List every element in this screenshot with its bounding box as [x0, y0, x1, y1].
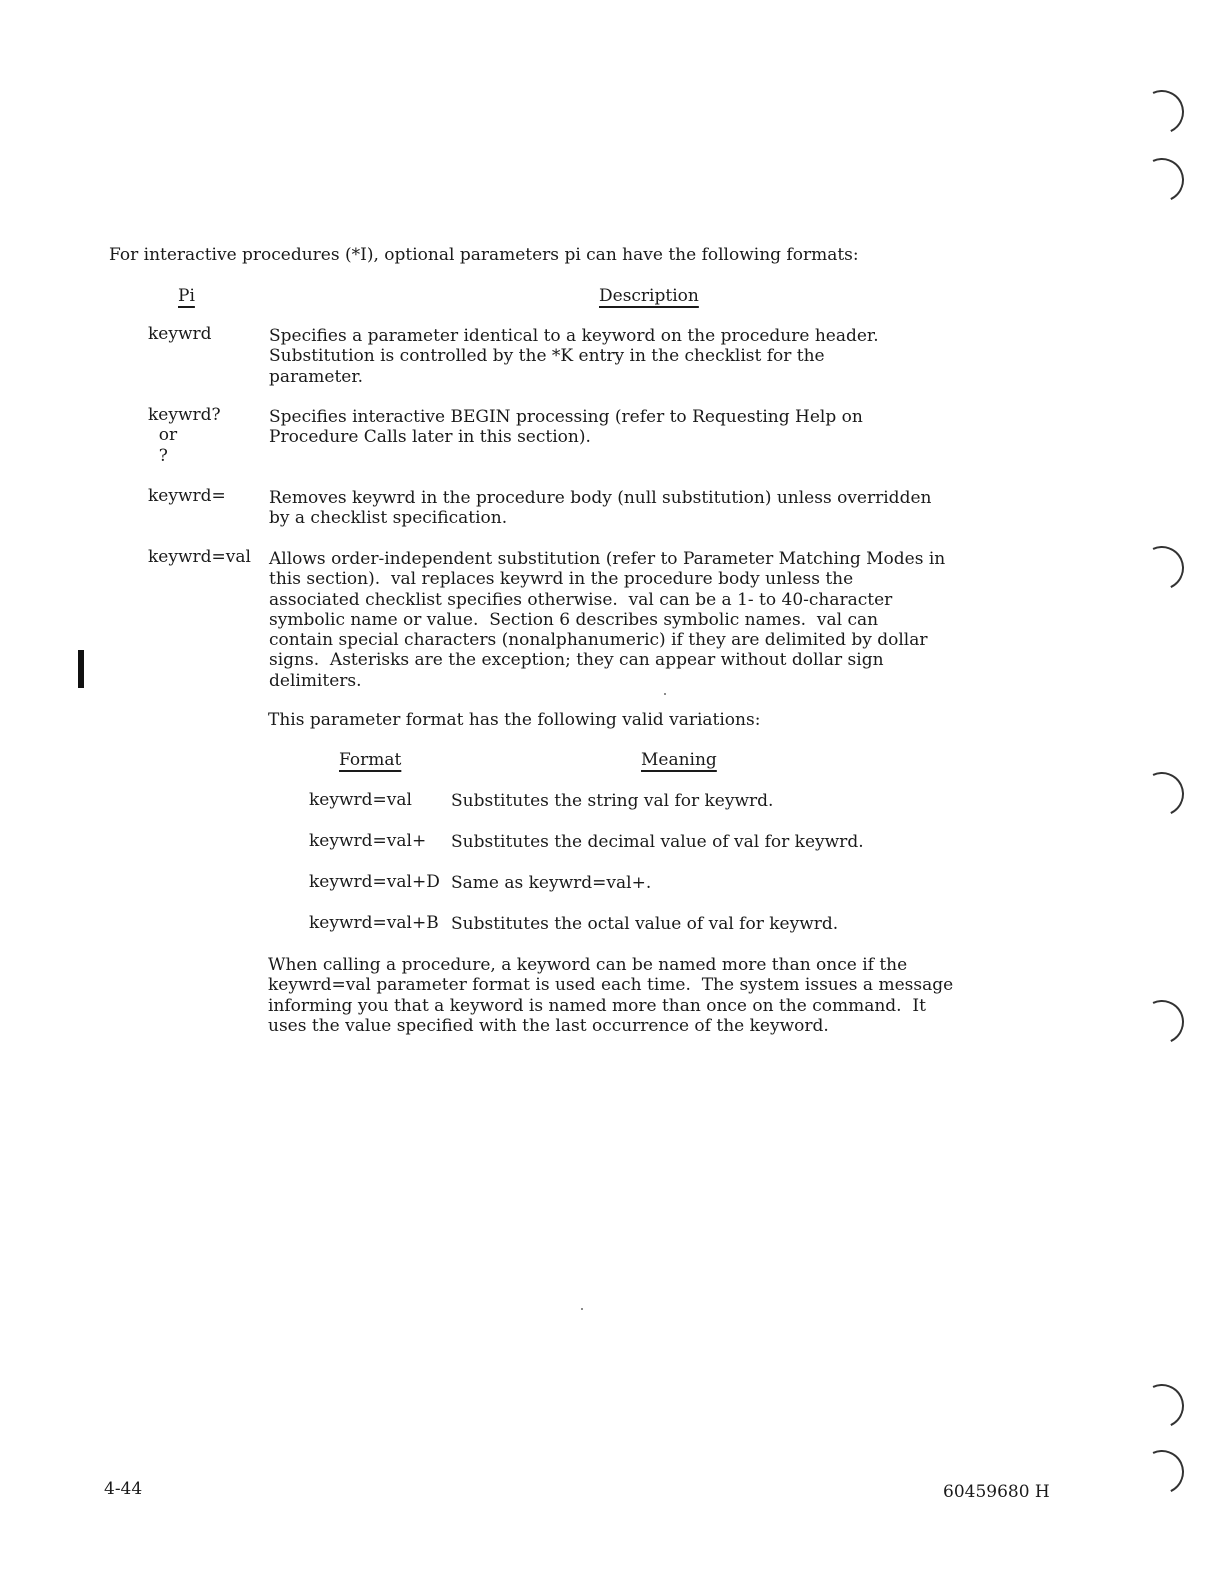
param-term: keywrd — [148, 324, 212, 344]
column-header-format: Format — [339, 750, 402, 770]
change-bar — [78, 650, 84, 688]
param-term: keywrd? or ? — [148, 405, 221, 466]
column-header-pi: Pi — [178, 286, 195, 306]
binder-ring-mark — [1134, 766, 1190, 822]
binder-ring-mark — [1134, 152, 1190, 208]
format-term: keywrd=val+D — [309, 872, 440, 892]
format-term: keywrd=val — [309, 790, 412, 810]
binder-ring-mark — [1134, 1444, 1190, 1500]
format-meaning: Substitutes the decimal value of val for keywrd. — [451, 832, 864, 852]
format-meaning: Substitutes the string val for keywrd. — [451, 791, 774, 811]
param-description: Allows order-independent substitution (refer to Parameter Matching Modes in this section). val replaces keywrd in the procedure body unless the associated checklist specifies otherwise. val can be a 1- to 40-character symbolic name or value. Section 6 describes symbolic names. val can contain special characters (nonalphanumeric) if they are delimited by dollar signs. Asterisks are the exception; they can appear without dollar sign delimiters. — [269, 549, 946, 691]
param-term: keywrd=val — [148, 547, 251, 567]
param-description: Specifies a parameter identical to a keyword on the procedure header. Substitution is controlled by the *K entry in the checklist for the parameter. — [269, 326, 879, 387]
format-meaning: Same as keywrd=val+. — [451, 873, 652, 893]
binder-ring-mark — [1134, 1378, 1190, 1434]
binder-ring-mark — [1134, 540, 1190, 596]
binder-ring-mark — [1134, 994, 1190, 1050]
column-header-description: Description — [599, 286, 699, 306]
binder-ring-mark — [1134, 84, 1190, 140]
intro-paragraph: For interactive procedures (*I), optional parameters pi can have the following formats: — [109, 245, 859, 265]
scan-speck — [581, 1308, 583, 1310]
format-term: keywrd=val+ — [309, 831, 427, 851]
format-term: keywrd=val+B — [309, 913, 439, 933]
closing-paragraph: When calling a procedure, a keyword can be named more than once if the keywrd=val parameter format is used each time. The system issues a message informing you that a keyword is named more than once on the command. It uses the value specified with the last occurrence of the keyword. — [268, 955, 954, 1036]
format-meaning: Substitutes the octal value of val for keywrd. — [451, 914, 839, 934]
param-description: Specifies interactive BEGIN processing (refer to Requesting Help on Procedure Calls later in this section). — [269, 407, 863, 448]
param-term: keywrd= — [148, 486, 226, 506]
param-description: Removes keywrd in the procedure body (null substitution) unless overridden by a checklist specification. — [269, 488, 932, 529]
scan-speck — [664, 693, 666, 695]
page-number: 4-44 — [104, 1479, 143, 1499]
document-number: 60459680 H — [943, 1482, 1050, 1502]
variations-intro: This parameter format has the following valid variations: — [268, 710, 761, 730]
column-header-meaning: Meaning — [641, 750, 717, 770]
